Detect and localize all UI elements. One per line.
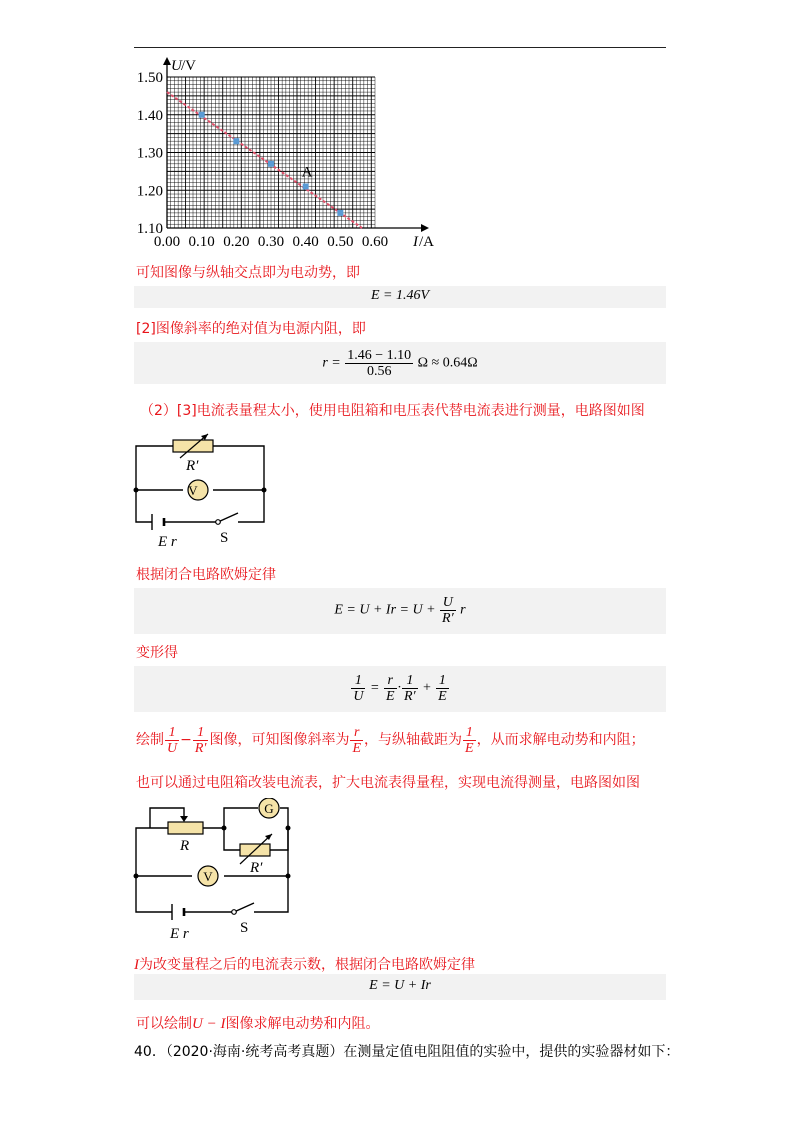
x-axis-arrow: [421, 224, 429, 232]
x-axis-label: I: [413, 234, 418, 250]
formula-box-2: [134, 342, 666, 384]
y-tick-label: 1.20: [136, 183, 163, 200]
y-axis-label: U: [171, 58, 182, 74]
formula-reciprocal: $\frac{1}{U}$ = $\frac{r}{E}$ · $\frac{1}{R'}$ + $\frac{1}{E}$: [353, 673, 447, 704]
galvanometer-label: G: [264, 801, 274, 816]
x-tick-label: 0.10: [188, 234, 215, 250]
data-point: [233, 138, 239, 144]
x-tick-label: 0.30: [257, 234, 285, 250]
text-line-6: 绘制 $\frac{1}{U}$ − $\frac{1}{R'}$ 图像，可知图像斜率为 $\frac{r}{E}$ ，与纵轴截距为 $\frac{1}{E}$ ，从而求解电动势和内阻；: [136, 724, 645, 756]
text-line-1: 可知图像与纵轴交点即为电动势，即: [136, 265, 360, 281]
formula-box-4: [134, 666, 666, 712]
x-tick-label: 0.60: [361, 234, 389, 250]
formula-ohm-law: E = U + Ir = U + $\frac{U}{R'}$ r: [334, 595, 466, 626]
x-tick-label: 0.20: [223, 234, 250, 250]
formula-internal-resistance: r = $\frac{1.46 - 1.10}{0.56}$ Ω ≈ 0.64Ω: [322, 348, 478, 379]
data-point: [199, 112, 205, 118]
x-tick-label: 0.00: [153, 234, 181, 250]
text-line-9: 可以绘制U − I图像求解电动势和内阻。: [136, 1016, 380, 1032]
text-line-2: [2]图像斜率的绝对值为电源内阻，即: [136, 321, 366, 337]
formula-box-1: [134, 286, 666, 308]
chart-axes: [163, 57, 429, 232]
battery-label-2: E r: [170, 926, 189, 942]
text-line-3: （2）[3]电流表量程太小，使用电阻箱和电压表代替电流表进行测量，电路图如图: [140, 403, 645, 419]
x-axis-label-unit: /A: [419, 234, 434, 250]
switch-label: S: [220, 530, 229, 546]
formula-emf: E = 1.46V: [370, 288, 430, 303]
chart-grid: [167, 77, 375, 228]
x-tick-label: 0.40: [292, 234, 319, 250]
circuit-diagram-1: [128, 432, 278, 550]
text-line-8: I为改变量程之后的电流表示数，根据闭合电路欧姆定律: [134, 957, 475, 973]
data-point: [268, 161, 274, 167]
resistance-box-label: R′: [186, 458, 199, 474]
u-i-chart: [125, 55, 445, 255]
y-tick-label: 1.10: [136, 221, 163, 237]
header-rule: [134, 47, 666, 48]
switch-label-2: S: [240, 920, 249, 936]
y-tick-label: 1.40: [136, 107, 163, 124]
circuit-diagram-2: [128, 798, 298, 943]
y-tick-label: 1.30: [136, 145, 163, 162]
voltmeter-label: V: [188, 483, 198, 498]
annotation-label: A: [301, 164, 313, 181]
switch-symbol-2: [232, 910, 237, 915]
rheostat-label: R: [180, 838, 190, 854]
text-line-7: 也可以通过电阻箱改装电流表，扩大电流表得量程，实现电流得测量，电路图如图: [136, 775, 640, 791]
question-40-text: 40．（2020·海南·统考高考真题）在测量定值电阻阻值的实验中，提供的实验器材如下：: [134, 1044, 680, 1060]
battery-label: E r: [158, 534, 177, 550]
resistance-box-symbol: [173, 440, 213, 452]
formula-box-5: [134, 974, 666, 1000]
y-axis-label-unit: /V: [181, 58, 196, 74]
voltmeter-label-2: V: [203, 869, 213, 884]
rheostat-symbol: [168, 822, 203, 834]
y-tick-label: 1.50: [136, 70, 163, 86]
text-line-5: 变形得: [136, 645, 178, 661]
data-point: [337, 210, 343, 216]
x-tick-label: 0.50: [327, 234, 354, 250]
data-point: [303, 183, 309, 189]
resistance-box-label-2: R′: [250, 860, 263, 876]
formula-ohm-law-2: E = U + Ir: [369, 978, 431, 993]
formula-box-3: [134, 588, 666, 634]
switch-symbol: [216, 520, 221, 525]
y-axis-arrow: [163, 57, 171, 65]
text-line-4: 根据闭合电路欧姆定律: [136, 567, 276, 583]
